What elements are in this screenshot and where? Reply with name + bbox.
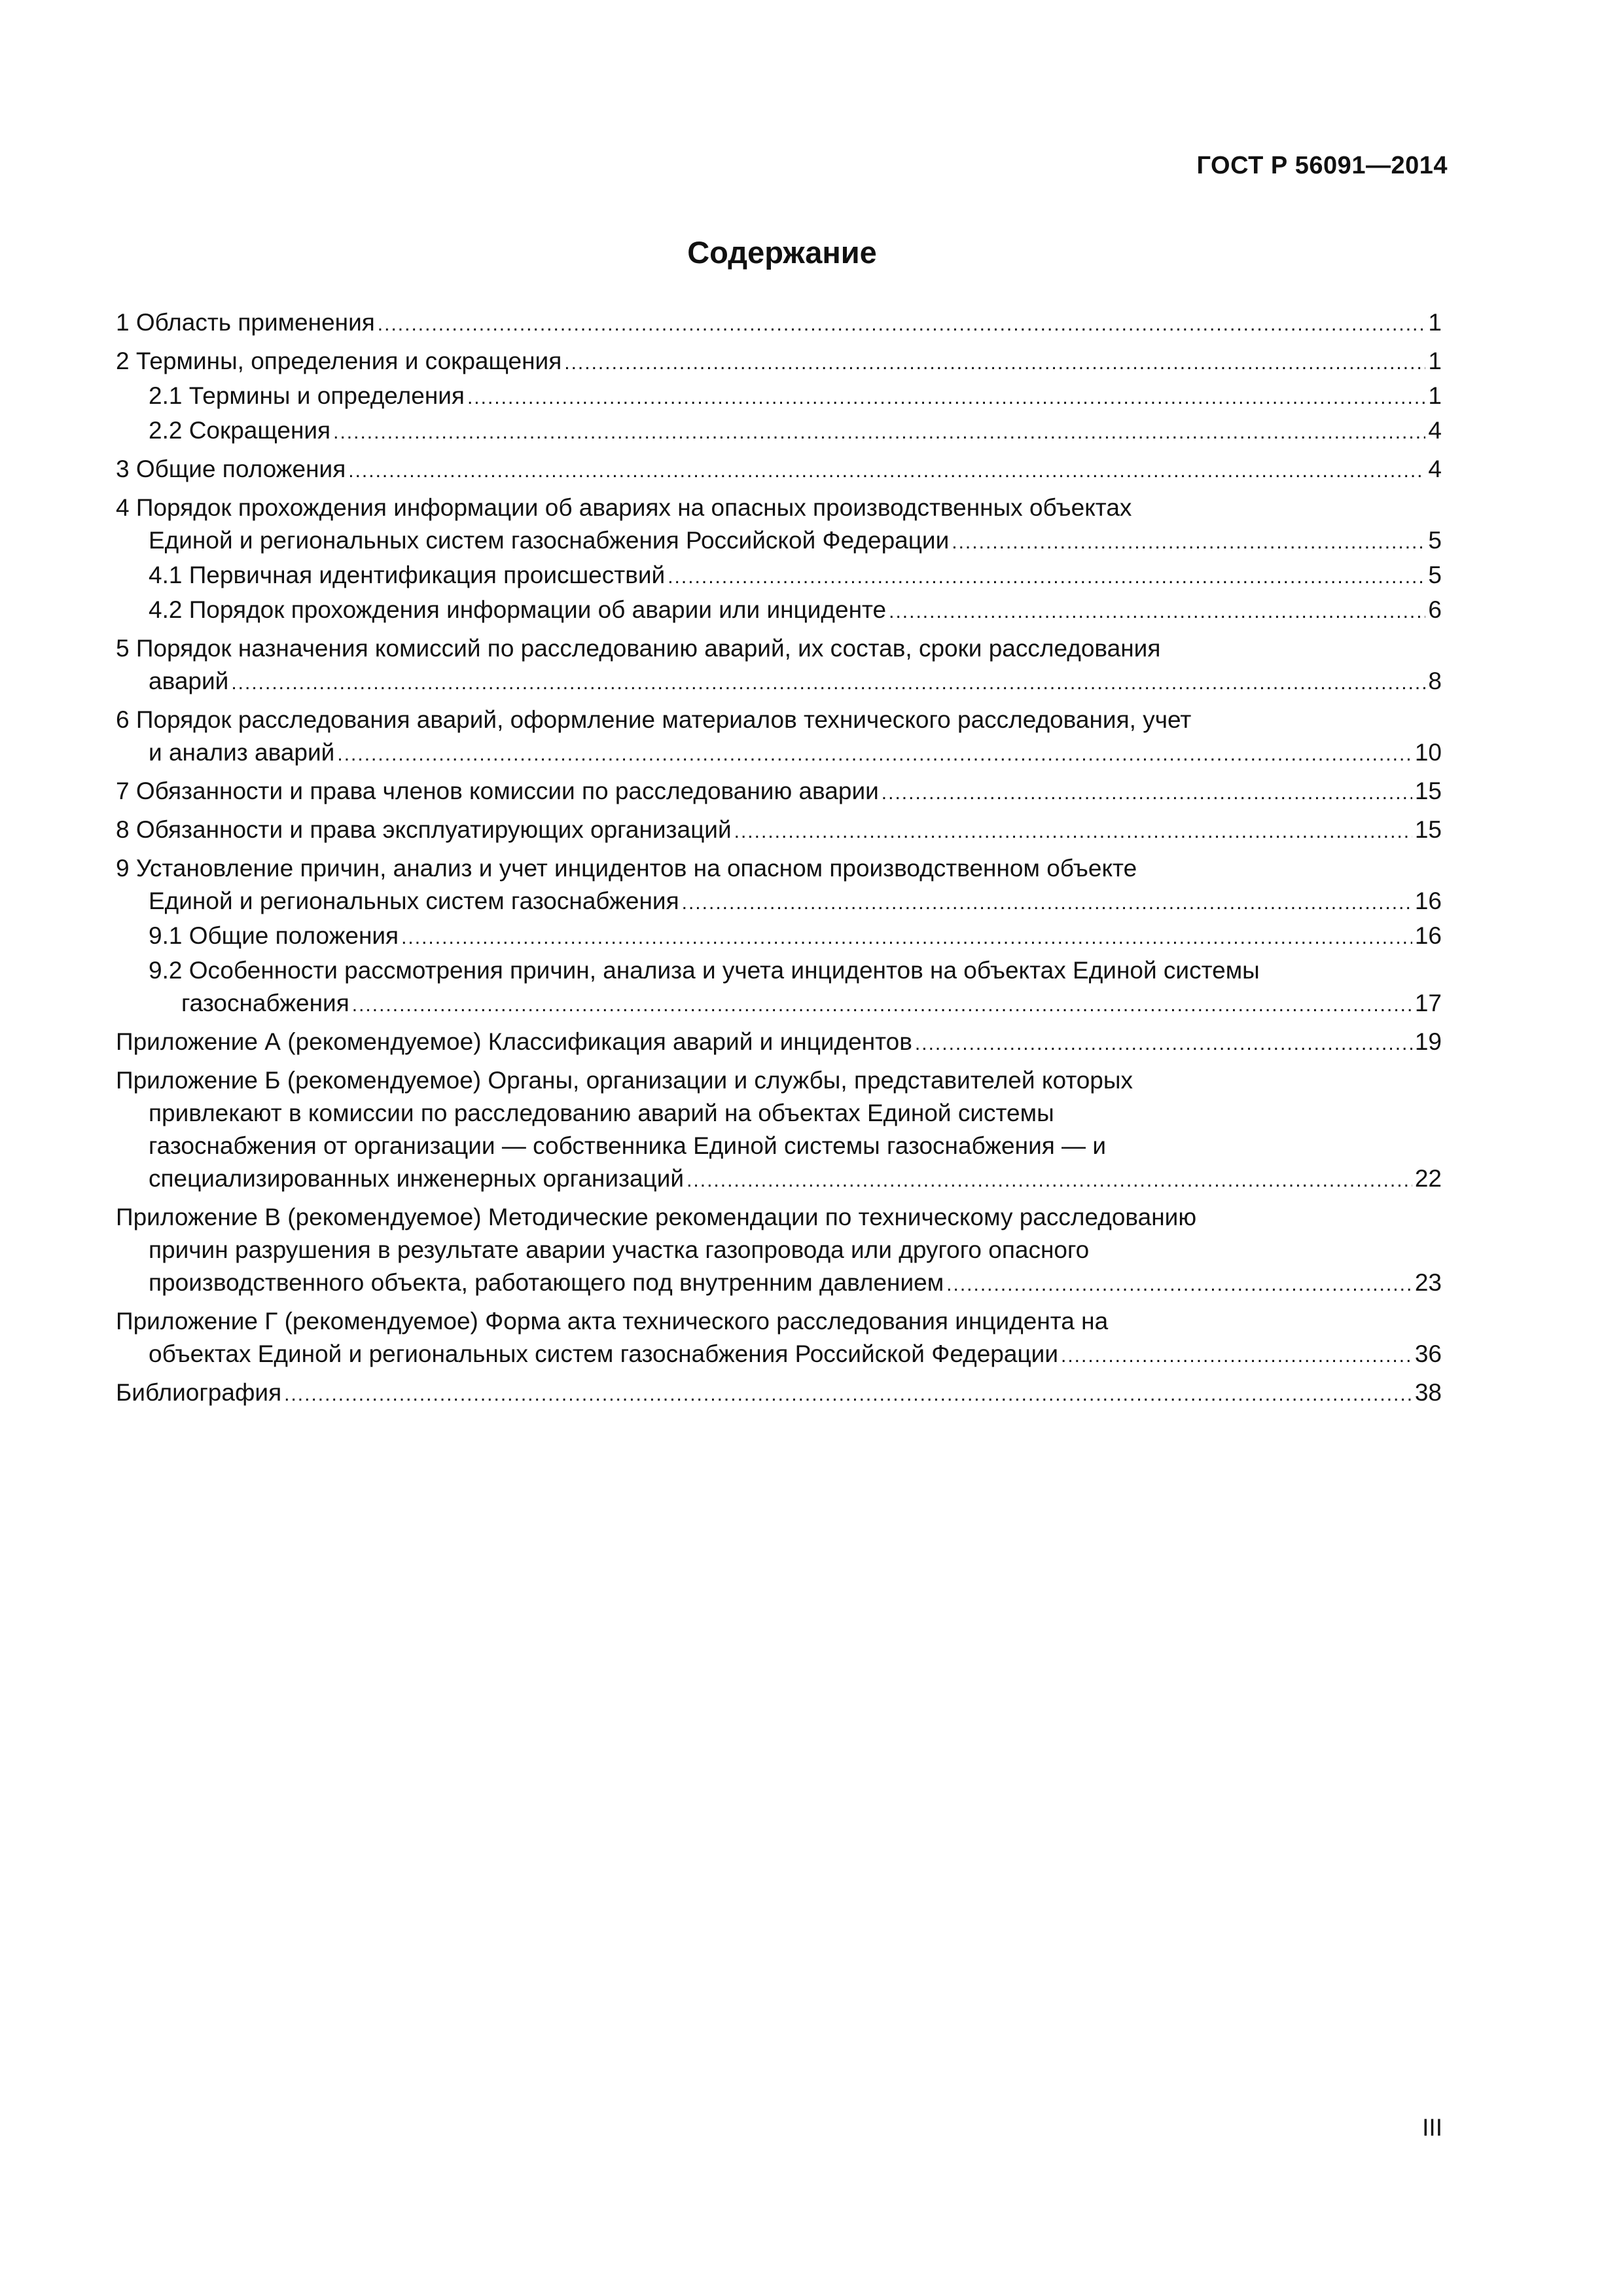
dot-leader (378, 308, 1426, 341)
toc-entry-title: 2 Термины, определения и сокращения (116, 348, 562, 374)
toc-entry-title: 6 Порядок расследования аварий, оформление материалов технического расследования, учет (116, 706, 1192, 733)
toc-entry-title: Единой и региональных систем газоснабжения (149, 888, 679, 914)
toc-entry[interactable] (116, 1305, 1442, 1372)
dot-leader (337, 738, 1412, 771)
toc-entry-title: 1 Область применения (116, 309, 375, 336)
toc-entry[interactable] (116, 453, 1442, 488)
dot-leader (333, 416, 1425, 449)
toc-entry-title: Библиография (116, 1379, 282, 1406)
toc-entry-page: 6 (1428, 596, 1442, 623)
toc-entry-page: 19 (1414, 1028, 1442, 1055)
dot-leader (348, 455, 1425, 488)
dot-leader (734, 816, 1412, 848)
toc-entry[interactable] (116, 920, 1442, 954)
dot-leader (1061, 1340, 1412, 1372)
toc-entry-title: и анализ аварий (149, 739, 335, 766)
toc-entry[interactable] (116, 814, 1442, 848)
toc-entry-page: 4 (1428, 417, 1442, 444)
toc-entry-title: 4.1 Первичная идентификация происшествий (149, 562, 666, 588)
toc-entry-title: Приложение А (рекомендуемое) Классификация аварий и инцидентов (116, 1028, 912, 1055)
toc-entry-title: производственного объекта, работающего под внутренним давлением (149, 1269, 944, 1296)
table-of-contents (116, 306, 1442, 1411)
toc-entry-page: 1 (1428, 348, 1442, 374)
dot-leader (952, 526, 1425, 559)
toc-entry-page: 16 (1414, 888, 1442, 914)
dot-leader (401, 922, 1412, 954)
toc-entry-title: газоснабжения от организации — собственника Единой системы газоснабжения — и (149, 1132, 1106, 1159)
page-title: Содержание (687, 235, 877, 270)
toc-entry-title: 3 Общие положения (116, 456, 346, 482)
dot-leader (889, 596, 1425, 628)
dot-leader (284, 1378, 1412, 1411)
toc-entry-title: 4 Порядок прохождения информации об авариях на опасных производственных объектах (116, 494, 1132, 521)
toc-entry-page: 15 (1414, 778, 1442, 804)
toc-entry-title: объектах Единой и региональных систем газоснабжения Российской Федерации (149, 1340, 1058, 1367)
toc-entry-title: 7 Обязанности и права членов комиссии по расследованию аварии (116, 778, 879, 804)
toc-entry[interactable] (116, 704, 1442, 771)
toc-entry-page: 5 (1428, 527, 1442, 554)
toc-entry[interactable] (116, 1376, 1442, 1411)
toc-entry[interactable] (116, 775, 1442, 810)
toc-entry-page: 23 (1414, 1269, 1442, 1296)
toc-entry-page: 36 (1414, 1340, 1442, 1367)
toc-entry-page: 17 (1414, 990, 1442, 1016)
toc-entry[interactable] (116, 1026, 1442, 1060)
toc-entry[interactable] (116, 1201, 1442, 1301)
toc-entry-title: Приложение Г (рекомендуемое) Форма акта технического расследования инцидента на (116, 1308, 1109, 1335)
toc-entry-page: 22 (1414, 1165, 1442, 1192)
toc-entry-title: Единой и региональных систем газоснабжения Российской Федерации (149, 527, 950, 554)
toc-entry-title: причин разрушения в результате аварии участка газопровода или другого опасного (149, 1236, 1090, 1263)
toc-entry-title: Приложение В (рекомендуемое) Методические рекомендации по техническому расследованию (116, 1204, 1197, 1230)
toc-entry-page: 15 (1414, 816, 1442, 843)
toc-entry[interactable] (116, 306, 1442, 341)
toc-entry-title: 8 Обязанности и права эксплуатирующих организаций (116, 816, 732, 843)
dot-leader (687, 1164, 1412, 1197)
toc-entry-page: 1 (1428, 382, 1442, 409)
dot-leader (352, 989, 1412, 1022)
dot-leader (467, 382, 1425, 414)
toc-entry-page: 10 (1414, 739, 1442, 766)
dot-leader (915, 1028, 1412, 1060)
dot-leader (231, 667, 1425, 700)
toc-entry[interactable] (116, 414, 1442, 449)
dot-leader (946, 1268, 1412, 1301)
dot-leader (564, 347, 1425, 380)
toc-entry-page: 8 (1428, 668, 1442, 694)
toc-entry-title: аварий (149, 668, 229, 694)
toc-entry-title: газоснабжения (181, 990, 349, 1016)
toc-entry-title: 2.2 Сокращения (149, 417, 331, 444)
toc-entry[interactable] (116, 954, 1442, 1022)
toc-entry[interactable] (116, 1064, 1442, 1197)
toc-entry-title: 9.1 Общие положения (149, 922, 399, 949)
toc-entry[interactable] (116, 632, 1442, 700)
toc-entry-page: 5 (1428, 562, 1442, 588)
toc-entry-page: 38 (1414, 1379, 1442, 1406)
toc-entry-page: 1 (1428, 309, 1442, 336)
document-id: ГОСТ Р 56091—2014 (1196, 152, 1448, 179)
toc-entry-title: 9 Установление причин, анализ и учет инцидентов на опасном производственном объекте (116, 855, 1137, 882)
toc-entry-page: 4 (1428, 456, 1442, 482)
toc-entry[interactable] (116, 345, 1442, 380)
toc-entry-title: 2.1 Термины и определения (149, 382, 465, 409)
toc-entry-title: специализированных инженерных организаций (149, 1165, 685, 1192)
toc-entry-page: 16 (1414, 922, 1442, 949)
toc-entry-title: 5 Порядок назначения комиссий по расследованию аварий, их состав, сроки расследования (116, 635, 1161, 662)
toc-entry-title: Приложение Б (рекомендуемое) Органы, организации и службы, представителей которых (116, 1067, 1133, 1094)
page-number: III (1422, 2114, 1442, 2141)
toc-entry[interactable] (116, 559, 1442, 594)
toc-entry-title: 4.2 Порядок прохождения информации об аварии или инциденте (149, 596, 887, 623)
toc-entry[interactable] (116, 380, 1442, 414)
toc-entry[interactable] (116, 852, 1442, 920)
dot-leader (682, 887, 1412, 920)
toc-entry-title: 9.2 Особенности рассмотрения причин, анализа и учета инцидентов на объектах Единой системы (149, 957, 1260, 984)
toc-entry[interactable] (116, 594, 1442, 628)
toc-entry[interactable] (116, 492, 1442, 559)
dot-leader (668, 561, 1425, 594)
toc-entry-title: привлекают в комиссии по расследованию аварий на объектах Единой системы (149, 1100, 1054, 1126)
dot-leader (882, 777, 1412, 810)
